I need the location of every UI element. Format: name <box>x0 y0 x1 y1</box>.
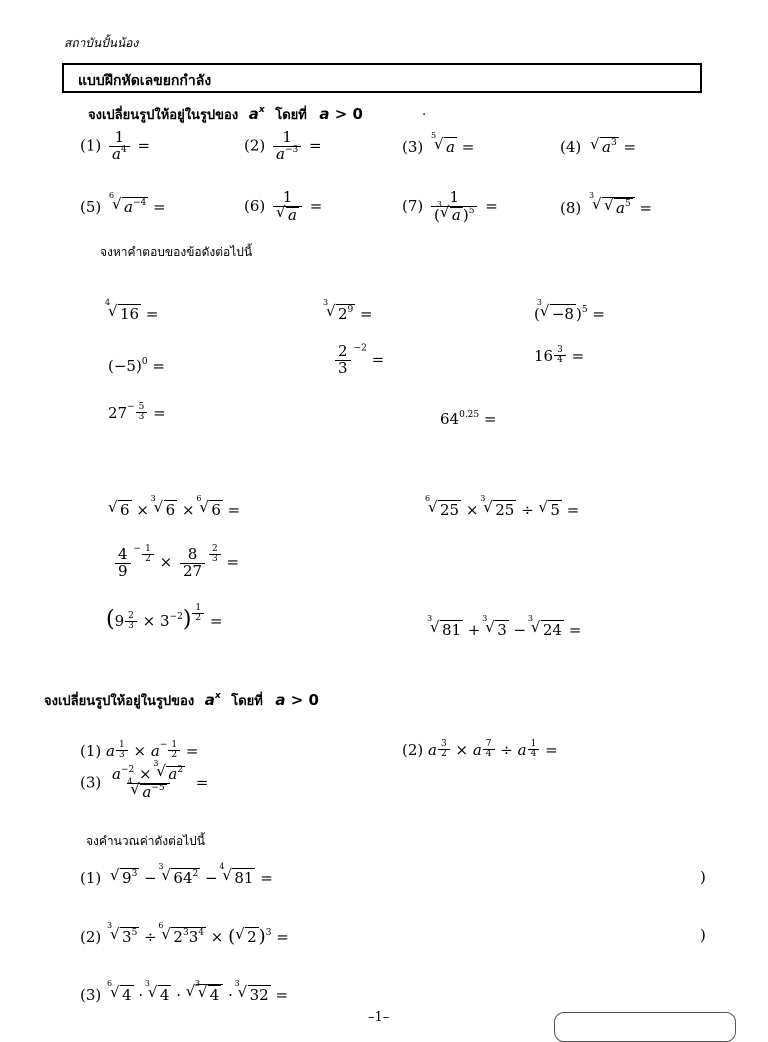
p1-item-1: (1) $\frac{1}{a^4}$ = <box>80 128 151 163</box>
p1-num-2: (2) <box>244 136 266 155</box>
p4-item-1: (1) √ $9^3$ − 3 √ $64^2$ − 4 √ 81 = <box>80 862 273 887</box>
p3-item-1: (1) a $\frac{1}{3}$ × a− $\frac{1}{2}$ = <box>80 740 199 761</box>
p3-item-2: (2) a $\frac{3}{2}$ × a $\frac{7}{4}$ ÷ a $\frac{1}{4}$ = <box>402 739 558 760</box>
p4-num-1: (1) <box>80 869 102 887</box>
part1-instruction-text: จงเปลี่ยนรูปให้อยู่ในรูปของ <box>88 108 239 123</box>
p3-num-3: (3) <box>80 773 102 792</box>
p4-item-3: (3) 6 √ 4 · 3 √ 4 · √ 3 √ 4 · 3 √ 32 = <box>80 979 289 1004</box>
worksheet-title: แบบฝึกหัดเลขยกกำลัง <box>78 73 212 89</box>
p2-item-7: 27− $\frac{5}{3}$ = <box>108 402 166 423</box>
part1-where: โดยที่ <box>275 108 307 123</box>
part1-instruction: จงเปลี่ยนรูปให้อยู่ในรูปของ $a^x$ โดยที่ a > 0 <box>88 105 363 123</box>
p1-item-3: (3) 5 √ a = <box>402 131 475 156</box>
p2-item-10: 6 √ 25 × 3 √ 25 ÷ √ 5 = <box>425 494 580 519</box>
p1-item-4: (4) √ $a^3$ = <box>560 135 637 156</box>
p1-num-5: (5) <box>80 198 102 216</box>
p3-num-2: (2) <box>402 741 424 759</box>
part3-instruction-text: จงเปลี่ยนรูปให้อยู่ในรูปของ <box>44 694 195 709</box>
p1-num-1: (1) <box>80 136 102 155</box>
p2-item-4: $(-5)^0$ = <box>108 357 165 375</box>
part3-instruction: จงเปลี่ยนรูปให้อยู่ในรูปของ $a^x$ โดยที่ a > 0 <box>44 691 319 709</box>
p2-item-11: $\frac{4}{9}$ − $\frac{1}{2}$ × $\frac{8}{27}$ $\frac{2}{3}$ = <box>112 544 239 579</box>
p2-item-3: ( 3 √ −8 )$^5$ = <box>534 298 605 323</box>
part1-dot: . <box>422 104 427 119</box>
p1-num-7: (7) <box>402 196 424 215</box>
p2-item-9: √ 6 × 3 √ 6 × 6 √ 6 = <box>108 494 241 519</box>
school-name: สถาบันปั้นน้อง <box>64 36 139 50</box>
p2-item-1: 4 √ 16 = <box>105 298 159 323</box>
part2-instruction: จงหาคำตอบของข้อดังต่อไปนี้ <box>100 245 253 259</box>
p1-item-7: (7) 1 ( 3 √ a )$^5$ = <box>402 188 498 224</box>
page-number: –1– <box>368 1010 390 1025</box>
p1-num-3: (3) <box>402 138 424 156</box>
p2-item-6: 16 $\frac{3}{4}$ = <box>534 345 585 366</box>
part4-instruction: จงคำนวณค่าดังต่อไปนี้ <box>86 834 206 848</box>
p4-item-2: (2) 3 √ $3^5$ ÷ 6 √ $2^33^4$ × ( √ 2 )$^3$ = <box>80 921 289 947</box>
p1-item-5: (5) 6 √ $a^{-4}$ = <box>80 191 166 216</box>
p2-item-12: (9 $\frac{2}{3}$ × $3^{-2}$) $\frac{1}{2}$ = <box>106 603 223 632</box>
p1-item-2: (2) $\frac{1}{a^{-3}}$ = <box>244 128 322 163</box>
part3-where: โดยที่ <box>231 694 263 709</box>
p4-num-2: (2) <box>80 928 102 946</box>
p1-num-8: (8) <box>560 199 582 217</box>
p2-item-13: 3 √ 81 + 3 √ 3 − 3 √ 24 = <box>427 614 582 639</box>
p4-paren-1: ) <box>700 868 706 886</box>
p1-item-6: (6) 1 √ a = <box>244 188 323 224</box>
title-box <box>62 63 702 93</box>
p4-num-3: (3) <box>80 986 102 1004</box>
p1-num-6: (6) <box>244 196 266 215</box>
p1-num-4: (4) <box>560 138 582 156</box>
p2-item-2: 3 √ $2^9$ = <box>323 298 373 323</box>
p3-num-1: (1) <box>80 742 102 760</box>
p3-item-3: (3) $a^{-2}$ × 3 √ $a^2$ 4 √ $a^{-5}$ = <box>80 759 209 801</box>
footer-box <box>554 1012 736 1042</box>
p2-item-5: $\frac{2}{3}$ $^{-2}$ = <box>332 344 384 377</box>
p2-item-8: $64^{0.25}$ = <box>440 410 497 428</box>
p1-item-8: (8) 3 √ √ $a^5$ = <box>560 191 653 217</box>
p4-paren-2: ) <box>700 926 706 944</box>
